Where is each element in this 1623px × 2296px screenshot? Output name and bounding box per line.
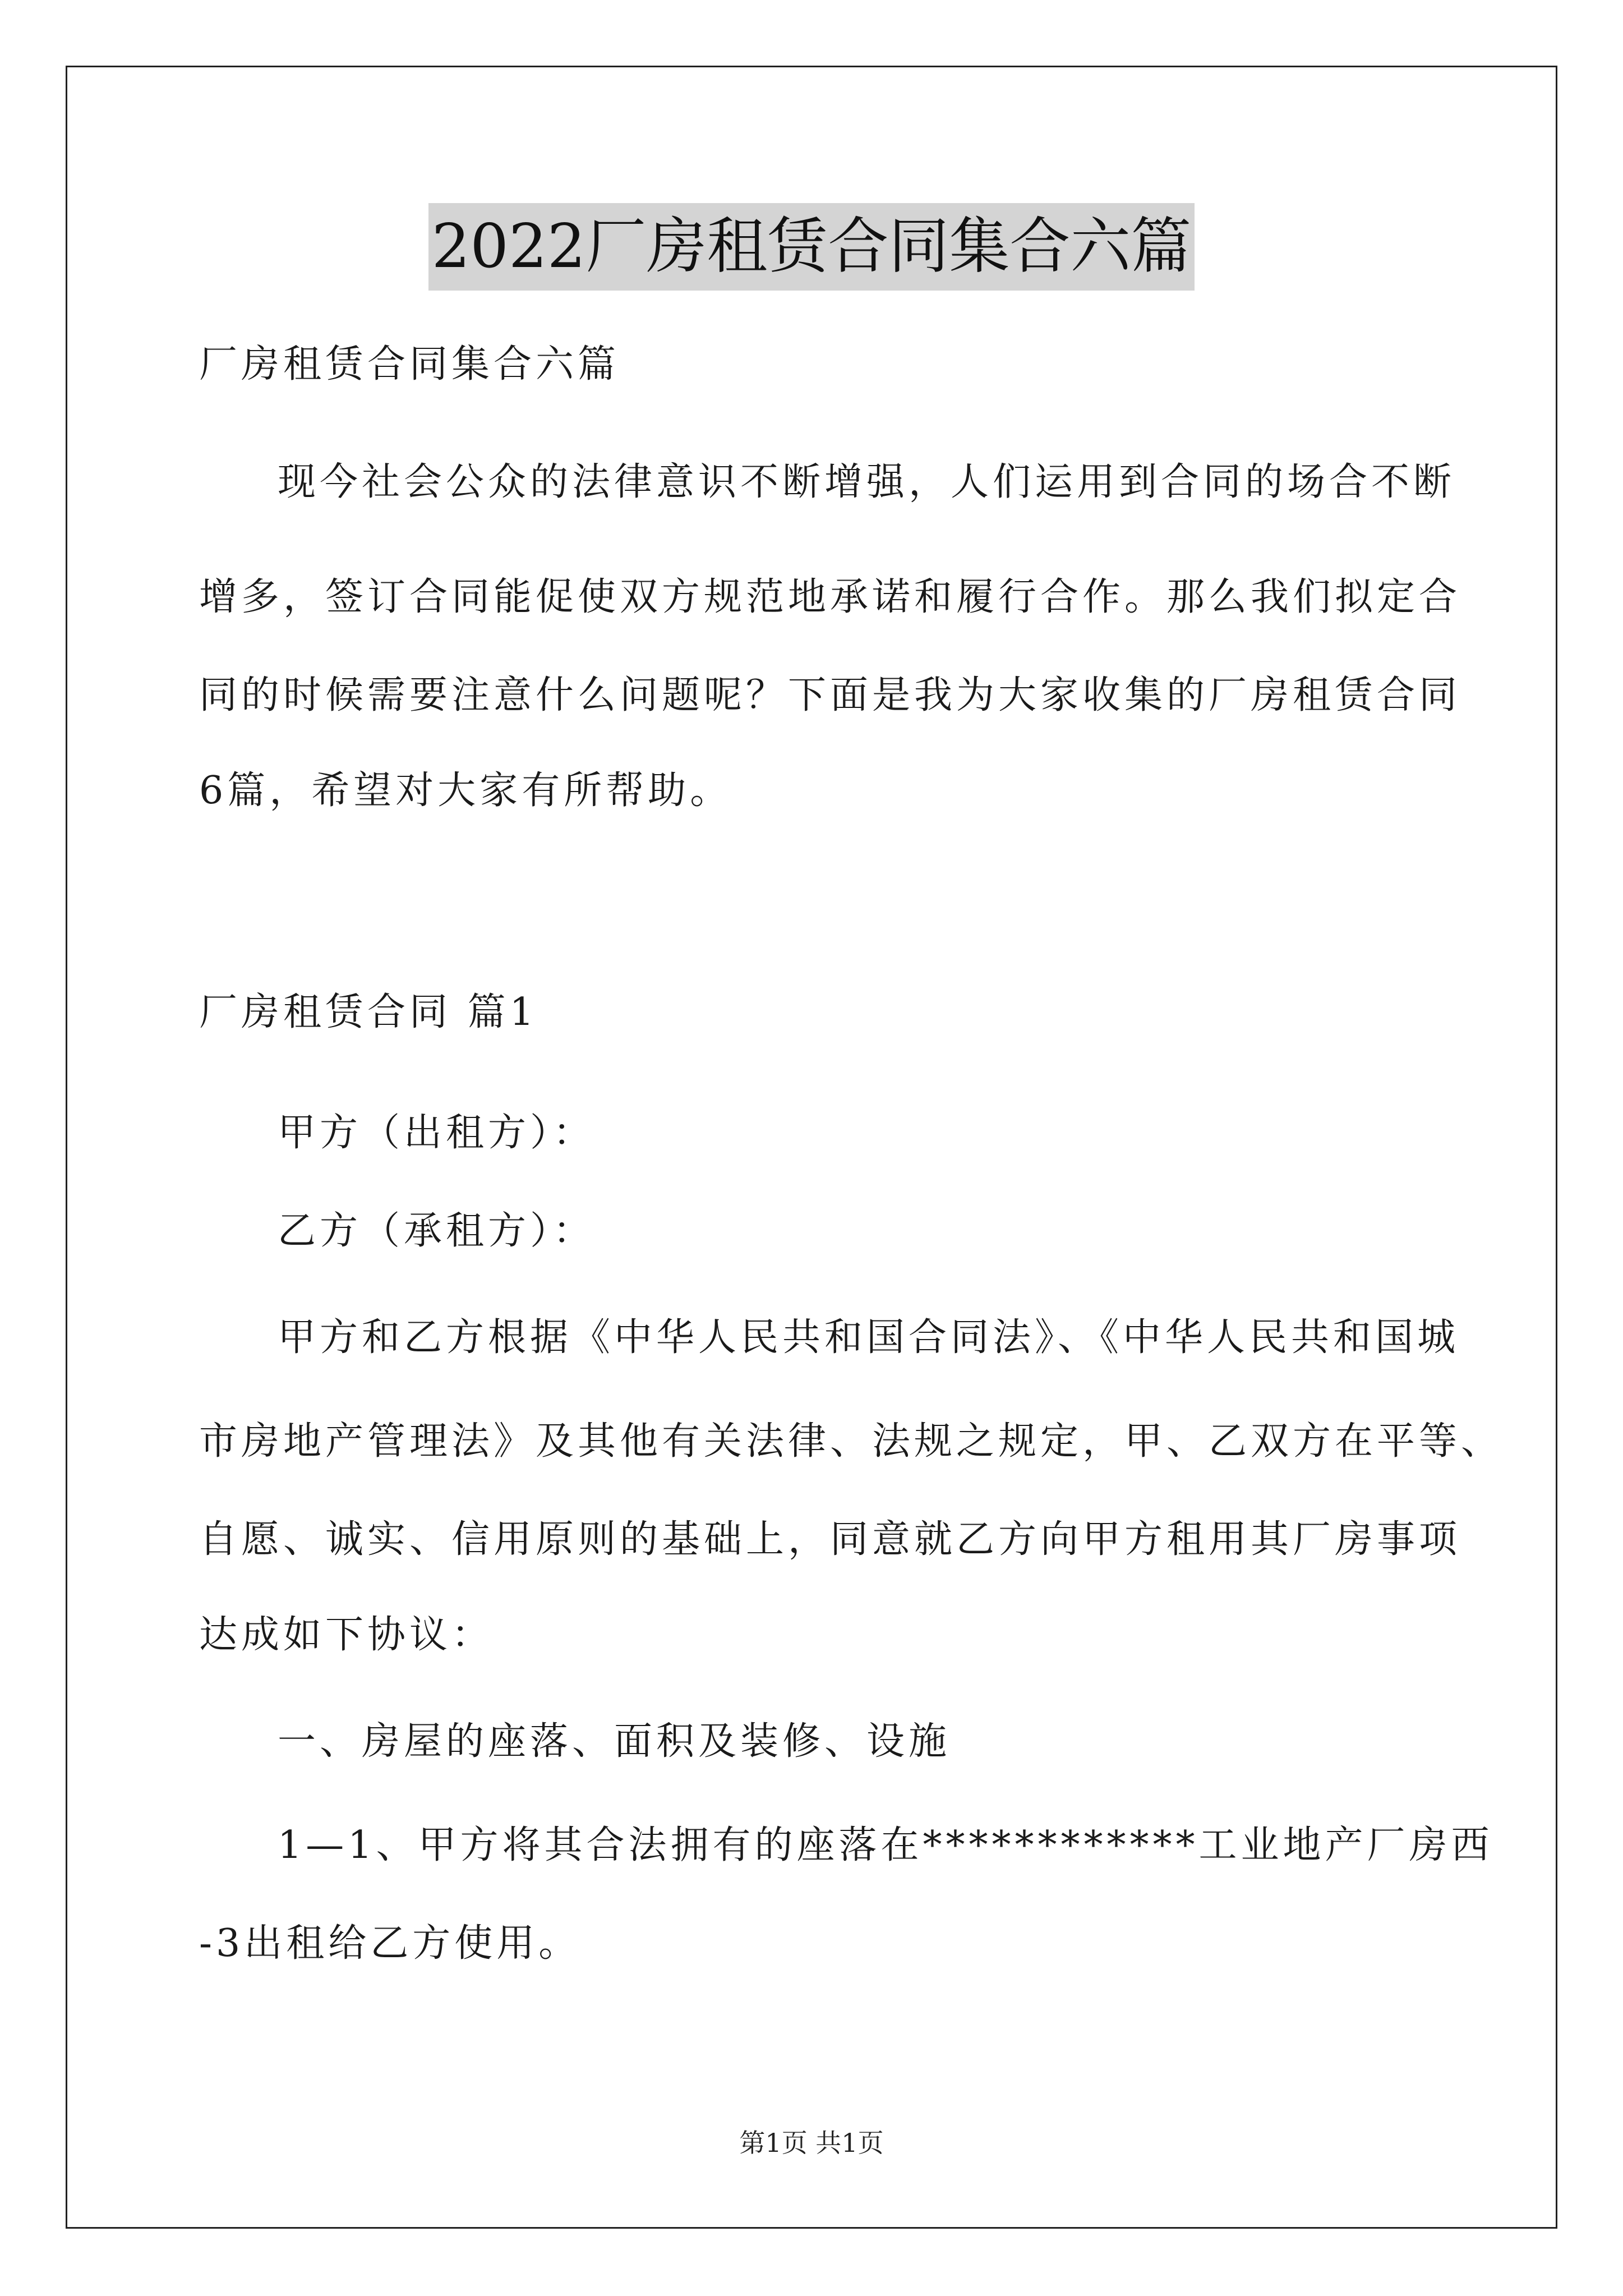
paragraph-line: 甲方和乙方根据《中华人民共和国合同法》、《中华人民共和国城 bbox=[278, 1315, 1460, 1360]
paragraph-line: 1—1、甲方将其合法拥有的座落在************工业地产厂房西 bbox=[278, 1823, 1493, 1867]
party-a-line: 甲方（出租方）： bbox=[278, 1111, 596, 1155]
document-title-text: 2022厂房租赁合同集合六篇 bbox=[428, 203, 1195, 291]
clause-heading: 一、房屋的座落、面积及装修、设施 bbox=[278, 1719, 951, 1764]
paragraph-line: -3出租给乙方使用。 bbox=[199, 1921, 581, 1966]
paragraph-line: 达成如下协议： bbox=[199, 1613, 494, 1657]
paragraph-line: 增多，签订合同能促使双方规范地承诺和履行合作。那么我们拟定合 bbox=[199, 575, 1461, 619]
paragraph-line: 现今社会公众的法律意识不断增强，人们运用到合同的场合不断 bbox=[278, 460, 1456, 504]
paragraph-line: 同的时候需要注意什么问题呢？下面是我为大家收集的厂房租赁合同 bbox=[199, 673, 1461, 717]
party-b-line: 乙方（承租方）： bbox=[278, 1209, 596, 1253]
paragraph-line: 市房地产管理法》及其他有关法律、法规之规定，甲、乙双方在平等、 bbox=[199, 1419, 1504, 1464]
document-title bbox=[0, 203, 1623, 282]
paragraph-line: 6篇，希望对大家有所帮助。 bbox=[199, 769, 732, 813]
page-footer: 第1页 共1页 bbox=[739, 2128, 884, 2158]
paragraph-line: 自愿、诚实、信用原则的基础上，同意就乙方向甲方租用其厂房事项 bbox=[199, 1517, 1461, 1562]
subtitle-line: 厂房租赁合同集合六篇 bbox=[199, 342, 620, 386]
section-heading: 厂房租赁合同 篇1 bbox=[199, 990, 538, 1034]
